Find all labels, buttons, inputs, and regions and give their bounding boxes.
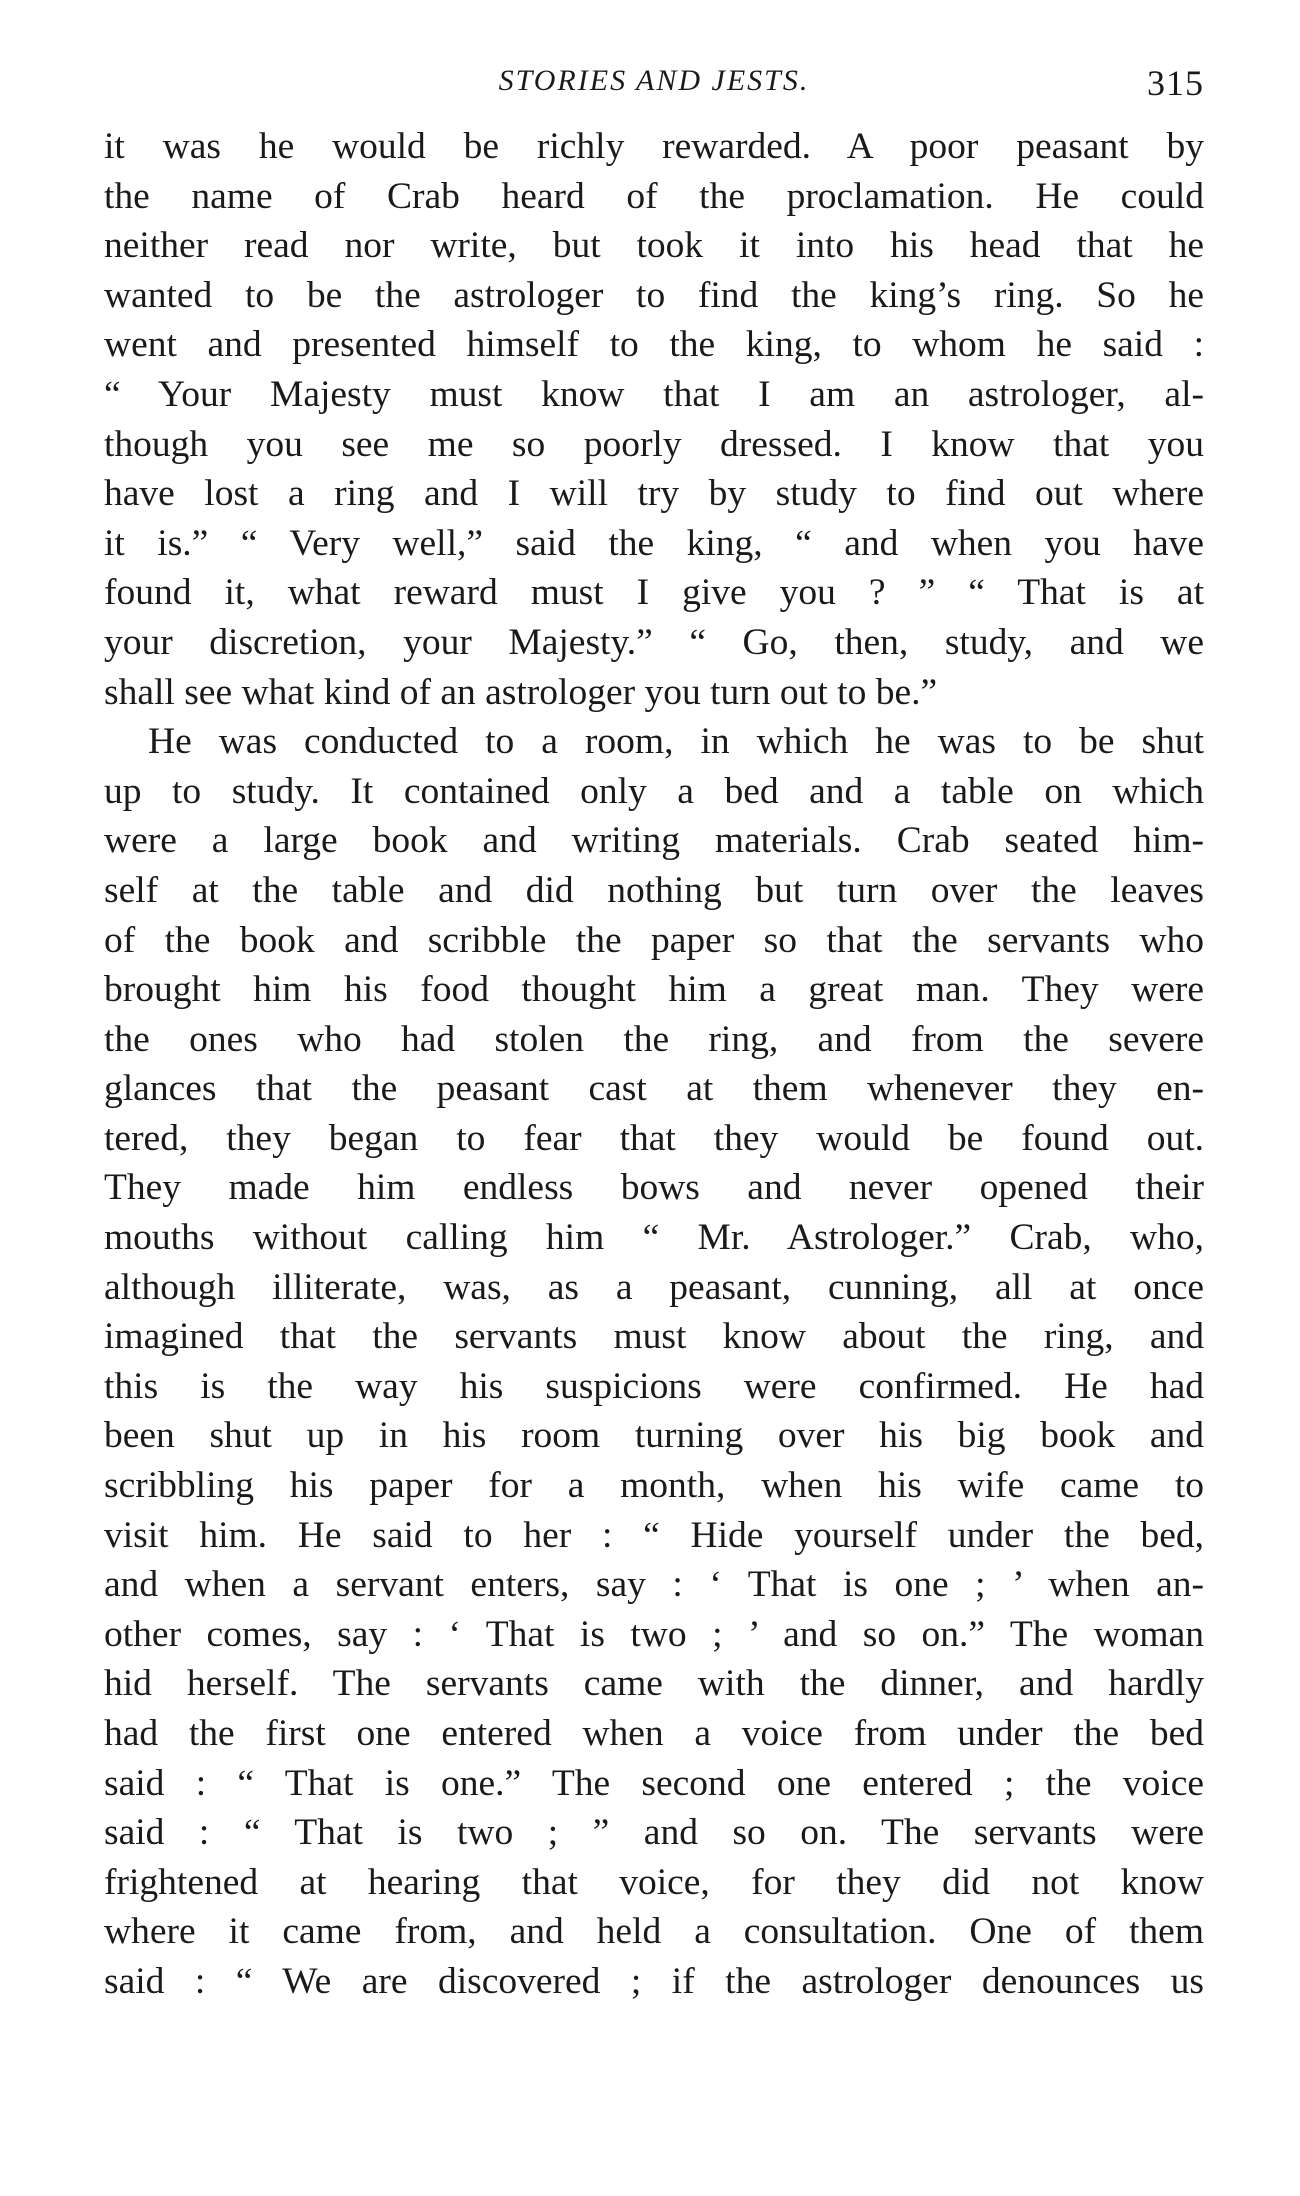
text-line: though you see me so poorly dressed. I know that you bbox=[104, 423, 1204, 465]
text-line: where it came from, and held a consultation. One of them bbox=[104, 1911, 1204, 1953]
body-text bbox=[104, 122, 1204, 2007]
text-line: it was he would be richly rewarded. A poor peasant by bbox=[104, 126, 1204, 167]
text-line: said : “ We are discovered ; if the astrologer denounces us bbox=[104, 1960, 1204, 2002]
text-line: had the first one entered when a voice from under the bed bbox=[104, 1713, 1204, 1754]
text-line: scribbling his paper for a month, when his wife came to bbox=[104, 1465, 1204, 1507]
text-line: glances that the peasant cast at them whenever they en- bbox=[104, 1068, 1204, 1110]
text-line: “ Your Majesty must know that I am an astrologer, al- bbox=[104, 373, 1204, 415]
text-line: hid herself. The servants came with the dinner, and hardly bbox=[104, 1663, 1204, 1705]
text-line: wanted to be the astrologer to find the king’s ring. So he bbox=[104, 274, 1204, 316]
text-line: tered, they began to fear that they would be found out. bbox=[104, 1117, 1204, 1159]
text-line: your discretion, your Majesty.” “ Go, then, study, and we bbox=[104, 621, 1204, 663]
text-line: They made him endless bows and never opened their bbox=[104, 1167, 1204, 1209]
running-head bbox=[104, 58, 1204, 122]
text-line: frightened at hearing that voice, for they did not know bbox=[104, 1861, 1204, 1903]
text-line: the ones who had stolen the ring, and from the severe bbox=[104, 1018, 1204, 1060]
text-line: said : “ That is two ; ” and so on. The servants were bbox=[104, 1812, 1204, 1854]
book-page bbox=[104, 58, 1204, 2007]
text-line: neither read nor write, but took it into his head that he bbox=[104, 225, 1204, 267]
text-line: imagined that the servants must know about the ring, and bbox=[104, 1316, 1204, 1358]
text-line: it is.” “ Very well,” said the king, “ and when you have bbox=[104, 522, 1204, 564]
text-line: went and presented himself to the king, to whom he said : bbox=[104, 324, 1204, 366]
text-line: up to study. It contained only a bed and a table on which bbox=[104, 770, 1204, 812]
text-line: found it, what reward must I give you ? ” “ That is at bbox=[104, 572, 1204, 614]
text-line: this is the way his suspicions were confirmed. He had bbox=[104, 1365, 1204, 1407]
text-line: mouths without calling him “ Mr. Astrologer.” Crab, who, bbox=[104, 1217, 1204, 1259]
text-line: other comes, say : ‘ That is two ; ’ and so on.” The woman bbox=[104, 1613, 1204, 1655]
text-line: of the book and scribble the paper so that the servants who bbox=[104, 919, 1204, 961]
text-line: visit him. He said to her : “ Hide yourself under the bed, bbox=[104, 1514, 1204, 1556]
text-line: were a large book and writing materials. Crab seated him- bbox=[104, 820, 1204, 862]
text-line: self at the table and did nothing but turn over the leaves bbox=[104, 869, 1204, 911]
text-line: shall see what kind of an astrologer you turn out to be.” bbox=[104, 671, 938, 713]
text-line: been shut up in his room turning over his big book and bbox=[104, 1415, 1204, 1457]
text-line: and when a servant enters, say : ‘ That is one ; ’ when an- bbox=[104, 1564, 1204, 1606]
running-title: STORIES AND JESTS. bbox=[498, 64, 810, 97]
text-line: brought him his food thought him a great man. They were bbox=[104, 969, 1204, 1011]
text-line: He was conducted to a room, in which he was to be shut bbox=[148, 721, 1204, 763]
text-line: said : “ That is one.” The second one entered ; the voice bbox=[104, 1762, 1204, 1804]
text-line: the name of Crab heard of the proclamation. He could bbox=[104, 175, 1204, 217]
page-number: 315 bbox=[1147, 63, 1204, 103]
text-line: have lost a ring and I will try by study to find out where bbox=[104, 473, 1204, 515]
text-line: although illiterate, was, as a peasant, cunning, all at once bbox=[104, 1266, 1204, 1308]
